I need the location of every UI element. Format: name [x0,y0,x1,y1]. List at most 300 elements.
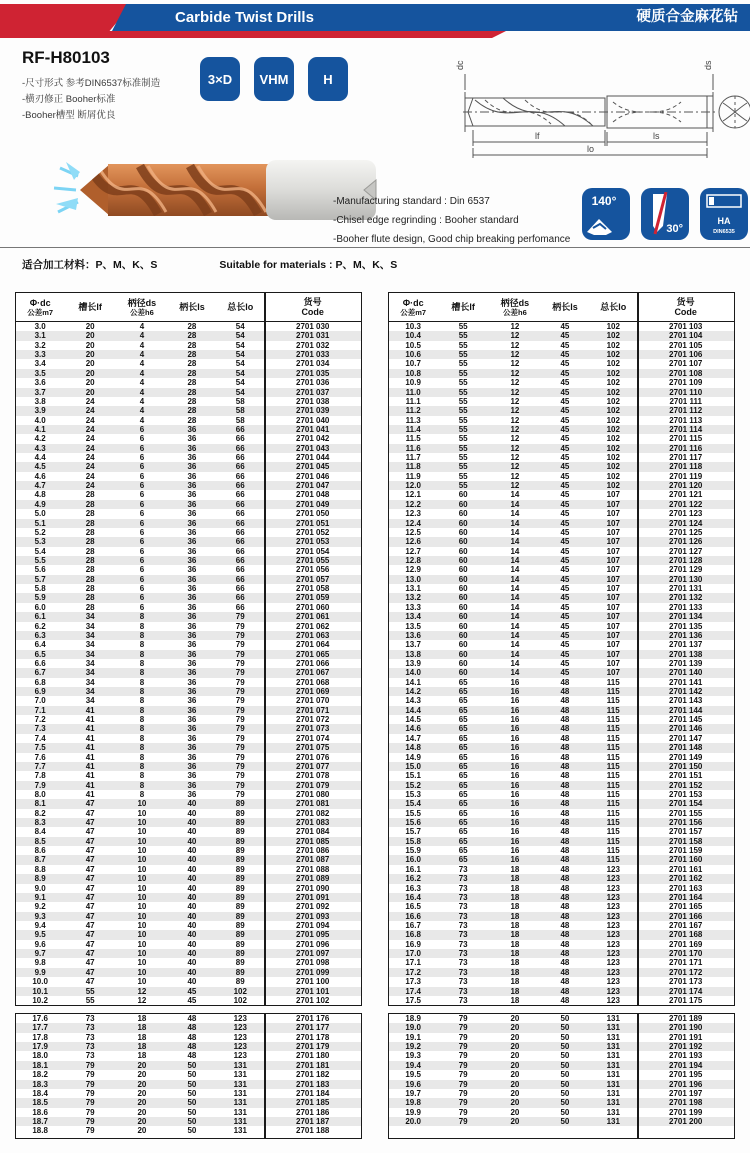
table-cell: 15.8 [405,836,421,846]
table-cell: 6.4 [34,640,46,650]
table-cell: 50 [187,1088,197,1098]
table-cell: 2701 193 [669,1051,703,1061]
table-cell: 2701 099 [296,967,330,977]
table-cell: 55 [458,415,468,425]
table-cell: 45 [187,986,197,996]
table-cell: 60 [458,574,468,584]
table-cell: 2701 114 [669,424,703,434]
table-row [389,1098,734,1107]
table-cell: 34 [85,687,95,697]
table-cell: 48 [560,930,570,940]
table-cell: 10 [137,949,147,959]
table-row [16,930,361,939]
table-cell: 45 [560,434,570,444]
table-cell: 48 [560,761,570,771]
table-cell: 131 [606,1088,620,1098]
dim-label-lo: lo [587,144,595,154]
table-cell: 60 [458,555,468,565]
table-cell: 58 [235,396,245,406]
table-row [16,893,361,902]
table-cell: 102 [606,340,620,350]
table-cell: 2701 122 [669,499,703,509]
code-column-separator [264,1014,266,1138]
table-cell: 6 [139,602,145,612]
table-row [389,968,734,977]
table-cell: 102 [606,415,620,425]
table-cell: 131 [233,1116,247,1126]
table-row [389,874,734,883]
table-cell: 16 [510,696,520,706]
table-cell: 2701 106 [669,350,703,360]
table-cell: 79 [235,696,245,706]
table-cell: 20 [137,1088,147,1098]
table-cell: 36 [187,555,197,565]
table-cell: 6 [139,471,145,481]
table-cell: 8 [139,658,145,668]
table-cell: 79 [458,1098,468,1108]
table-cell: 10 [137,967,147,977]
table-cell: 79 [458,1088,468,1098]
table-cell: 18 [510,930,520,940]
table-cell: 28 [187,378,197,388]
table-cell: 54 [235,368,245,378]
table-cell: 73 [458,864,468,874]
table-cell: 131 [606,1014,620,1023]
table-row [16,519,361,528]
table-cell: 58 [235,406,245,416]
table-cell: 45 [560,378,570,388]
table-cell: 2701 156 [669,818,703,828]
table-cell: 16 [510,836,520,846]
table-row [389,472,734,481]
table-cell: 73 [458,986,468,996]
table-cell: 45 [560,406,570,416]
table-cell: 2701 117 [669,453,703,463]
table-cell: 2701 158 [669,836,703,846]
table-cell: 2701 092 [296,902,330,912]
table-cell: 2701 101 [296,986,330,996]
table-cell: 2701 074 [296,733,330,743]
table-cell: 24 [85,396,95,406]
table-cell: 36 [187,752,197,762]
table-row [16,378,361,387]
table-cell: 79 [458,1014,468,1023]
table-cell: 18 [510,949,520,959]
table-cell: 60 [458,537,468,547]
table-cell: 79 [235,789,245,799]
table-cell: 12 [510,471,520,481]
table-cell: 79 [235,630,245,640]
table-row [389,1089,734,1098]
table-cell: 89 [235,874,245,884]
table-cell: 6 [139,490,145,500]
table-cell: 6.8 [34,677,46,687]
table-cell: 2701 036 [296,378,330,388]
table-cell: 4 [139,368,145,378]
table-cell: 18 [510,892,520,902]
table-row [16,612,361,621]
page-title-zh: 硬质合金麻花钻 [636,9,738,25]
table-cell: 2701 067 [296,668,330,678]
table-cell: 14 [510,518,520,528]
table-cell: 2701 079 [296,780,330,790]
table-cell: 2701 100 [296,977,330,987]
table-cell: 115 [606,799,620,809]
table-cell: 13.6 [405,630,421,640]
table-row [16,369,361,378]
table-cell: 123 [606,977,620,987]
table-cell: 6 [139,443,145,453]
table-cell: 47 [85,864,95,874]
table-cell: 123 [606,949,620,959]
table-cell: 10 [137,864,147,874]
table-cell: 2701 150 [669,761,703,771]
table-cell: 2701 182 [296,1070,330,1080]
table-cell: 17.5 [405,995,421,1005]
table-row [16,1042,361,1051]
table-cell: 2701 192 [669,1042,703,1052]
table-cell: 17.0 [405,949,421,959]
table-cell: 28 [187,406,197,416]
table-cell: 11.3 [405,415,421,425]
table-cell: 2701 032 [296,340,330,350]
table-cell: 20.0 [405,1116,421,1126]
table-cell: 7.8 [34,771,46,781]
table-cell: 115 [606,761,620,771]
table-cell: 45 [560,612,570,622]
table-cell: 3.0 [34,322,46,331]
table-cell: 89 [235,883,245,893]
table-row [389,1080,734,1089]
table-cell: 12.6 [405,537,421,547]
helix-angle-badge [641,188,689,240]
table-cell: 6 [139,453,145,463]
table-cell: 8 [139,621,145,631]
table-cell: 10 [137,846,147,856]
table-cell: 115 [606,780,620,790]
table-cell: 2701 129 [669,565,703,575]
table-cell: 50 [560,1079,570,1089]
table-cell: 40 [187,902,197,912]
table-cell: 36 [187,462,197,472]
table-cell: 89 [235,911,245,921]
table-cell: 45 [560,649,570,659]
table-cell: 2701 077 [296,761,330,771]
table-cell: 47 [85,874,95,884]
table-cell: 20 [510,1079,520,1089]
table-cell: 20 [510,1088,520,1098]
table-cell: 73 [458,958,468,968]
table-cell: 2701 120 [669,481,703,491]
table-cell: 107 [606,593,620,603]
table-cell: 47 [85,818,95,828]
table-cell: 79 [458,1042,468,1052]
table-cell: 7.4 [34,733,46,743]
table-cell: 65 [458,743,468,753]
table-cell: 123 [606,892,620,902]
table-cell: 12 [510,322,520,331]
table-cell: 66 [235,509,245,519]
table-cell: 36 [187,546,197,556]
table-cell: 8.1 [34,799,46,809]
table-cell: 65 [458,818,468,828]
table-row [16,537,361,546]
table-cell: 36 [187,584,197,594]
table-cell: 115 [606,855,620,865]
table-cell: 66 [235,471,245,481]
table-cell: 15.2 [405,780,421,790]
table-cell: 66 [235,434,245,444]
table-cell: 13.5 [405,621,421,631]
table-cell: 6 [139,509,145,519]
table-cell: 36 [187,687,197,697]
table-cell: 131 [606,1116,620,1126]
table-cell: 8.9 [34,874,46,884]
table-row [16,884,361,893]
table-cell: 2701 144 [669,705,703,715]
table-cell: 48 [560,696,570,706]
table-cell: 2701 163 [669,883,703,893]
table-header [16,293,361,322]
table-cell: 4 [139,396,145,406]
table-row [16,968,361,977]
table-cell: 131 [606,1051,620,1061]
table-cell: 66 [235,443,245,453]
table-cell: 36 [187,593,197,603]
table-cell: 40 [187,921,197,930]
table-cell: 79 [85,1116,95,1126]
table-cell: 9.4 [34,921,46,930]
table-cell: 2701 073 [296,724,330,734]
table-cell: 2701 123 [669,509,703,519]
table-cell: 66 [235,462,245,472]
table-cell: 20 [510,1023,520,1033]
table-cell: 19.9 [405,1107,421,1117]
table-row [16,827,361,836]
table-cell: 2701 130 [669,574,703,584]
table-cell: 20 [137,1098,147,1108]
table-cell: 14 [510,621,520,631]
table-cell: 45 [560,462,570,472]
table-cell: 48 [187,1042,197,1052]
table-cell: 102 [606,359,620,369]
table-cell: 45 [560,546,570,556]
table-cell: 7.2 [34,715,46,725]
table-row [389,1117,734,1126]
table-cell: 3.1 [34,331,46,341]
table-cell: 107 [606,649,620,659]
table-row [389,575,734,584]
table-row [389,565,734,574]
shank-icon [706,194,742,208]
table-cell: 36 [187,537,197,547]
table-cell: 2701 034 [296,359,330,369]
point-angle-value: 140° [591,194,617,208]
table-cell: 7.9 [34,780,46,790]
table-cell: 2701 164 [669,892,703,902]
table-cell: 2701 085 [296,836,330,846]
table-row [16,1061,361,1070]
table-cell: 2701 154 [669,799,703,809]
table-row [16,397,361,406]
table-row [389,1108,734,1117]
table-row [16,359,361,368]
table-cell: 66 [235,546,245,556]
table-cell: 65 [458,827,468,837]
table-cell: 40 [187,874,197,884]
table-cell: 2701 195 [669,1070,703,1080]
table-cell: 50 [560,1088,570,1098]
table-cell: 48 [560,752,570,762]
table-cell: 66 [235,584,245,594]
table-cell: 41 [85,780,95,790]
table-cell: 40 [187,836,197,846]
table-cell: 107 [606,584,620,594]
table-cell: 65 [458,696,468,706]
table-cell: 2701 169 [669,939,703,949]
table-cell: 10.3 [405,322,421,331]
table-cell: 73 [458,949,468,959]
table-cell: 123 [233,1051,247,1061]
spec-badge-vhm: VHM [254,57,294,101]
table-cell: 60 [458,527,468,537]
table-cell: 16.6 [405,911,421,921]
table-cell: 8.4 [34,827,46,837]
table-row [389,331,734,340]
table-cell: 20 [137,1079,147,1089]
table-cell: 2701 160 [669,855,703,865]
table-row [389,650,734,659]
table-row [389,369,734,378]
table-cell: 45 [560,537,570,547]
table-cell: 5.9 [34,593,46,603]
table-cell: 89 [235,864,245,874]
table-cell: 45 [560,350,570,360]
table-cell: 20 [85,368,95,378]
table-cell: 16 [510,687,520,697]
table-cell: 41 [85,761,95,771]
table-cell: 5.2 [34,527,46,537]
table-cell: 55 [458,481,468,491]
technical-drawing [455,42,750,162]
table-cell: 2701 033 [296,350,330,360]
table-cell: 6.1 [34,612,46,622]
table-row [16,406,361,415]
table-row [16,996,361,1005]
table-cell: 45 [560,443,570,453]
table-cell: 2701 198 [669,1098,703,1108]
table-cell: 102 [606,396,620,406]
table-cell: 65 [458,761,468,771]
table-cell: 2701 200 [669,1116,703,1126]
table-cell: 16 [510,761,520,771]
table-cell: 34 [85,649,95,659]
table-cell: 2701 045 [296,462,330,472]
table-cell: 8 [139,705,145,715]
table-cell: 2701 083 [296,818,330,828]
table-cell: 41 [85,743,95,753]
table-row [16,584,361,593]
table-cell: 48 [560,958,570,968]
table-cell: 40 [187,799,197,809]
table-cell: 40 [187,949,197,959]
table-cell: 11.7 [405,453,421,463]
table-cell: 14 [510,499,520,509]
table-cell: 36 [187,649,197,659]
table-row [16,855,361,864]
table-cell: 7.1 [34,705,46,715]
table-cell: 4.6 [34,471,46,481]
table-row [16,1089,361,1098]
table-cell: 18 [510,911,520,921]
table-cell: 10 [137,874,147,884]
table-cell: 36 [187,471,197,481]
table-cell: 12 [510,378,520,388]
table-cell: 50 [560,1098,570,1108]
table-cell: 20 [85,387,95,397]
materials-line [22,257,397,272]
table-row [16,1117,361,1126]
table-cell: 14 [510,537,520,547]
table-row [16,837,361,846]
table-row [389,696,734,705]
table-cell: 54 [235,331,245,341]
table-cell: 9.1 [34,892,46,902]
table-cell: 8 [139,752,145,762]
table-cell: 65 [458,780,468,790]
shank-standard-label: DIN6535 [713,229,735,235]
table-cell: 11.0 [405,387,421,397]
table-cell: 2701 052 [296,527,330,537]
table-cell: 48 [560,949,570,959]
table-cell: 36 [187,602,197,612]
table-cell: 28 [85,593,95,603]
table-cell: 12.2 [405,499,421,509]
table-cell: 60 [458,668,468,678]
table-cell: 66 [235,602,245,612]
table-cell: 79 [235,621,245,631]
table-cell: 28 [85,565,95,575]
table-row [16,715,361,724]
table-cell: 28 [85,490,95,500]
table-cell: 89 [235,977,245,987]
table-cell: 24 [85,434,95,444]
table-cell: 107 [606,668,620,678]
table-cell: 12 [510,396,520,406]
table-cell: 131 [606,1023,620,1033]
table-cell: 47 [85,977,95,987]
table-cell: 79 [85,1070,95,1080]
table-row [16,350,361,359]
table-cell: 6.0 [34,602,46,612]
table-cell: 20 [510,1042,520,1052]
table-cell: 65 [458,808,468,818]
table-cell: 79 [235,649,245,659]
table-cell: 2701 175 [669,995,703,1005]
table-cell: 65 [458,733,468,743]
col-header-ls: 柄长ls [552,302,578,312]
table-cell: 45 [560,555,570,565]
table-cell: 2701 161 [669,864,703,874]
table-cell: 16 [510,799,520,809]
table-cell: 4 [139,387,145,397]
table-cell: 73 [458,892,468,902]
table-cell: 48 [560,902,570,912]
table-cell: 2701 110 [669,387,703,397]
table-cell: 107 [606,658,620,668]
table-cell: 41 [85,715,95,725]
spec-table-top-left [15,292,362,1006]
